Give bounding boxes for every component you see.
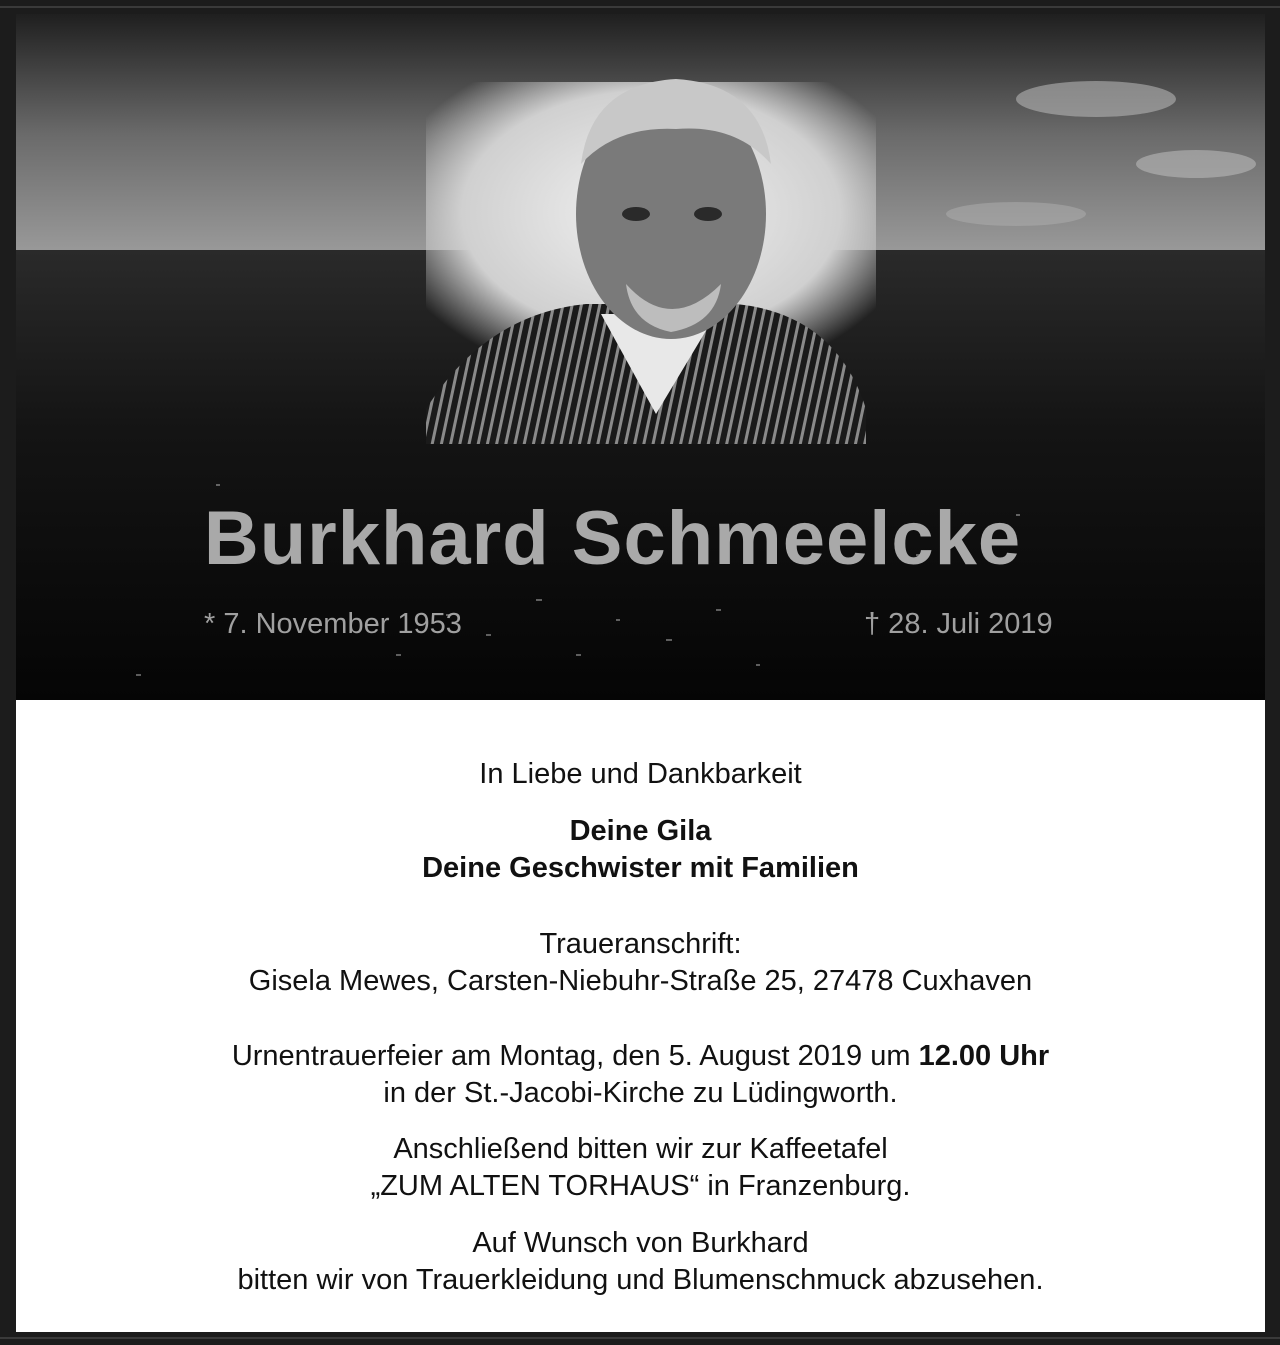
mourner-line: Deine Gila bbox=[569, 815, 712, 847]
frame-line-bottom bbox=[0, 1337, 1280, 1339]
address-label: Traueranschrift: bbox=[539, 928, 742, 960]
mourning-address: Gisela Mewes, Carsten-Niebuhr-Straße 25, 27478 Cuxhaven bbox=[248, 965, 1033, 997]
photo-illustration bbox=[16, 14, 1265, 700]
birth-date: * 7. November 1953 bbox=[204, 608, 462, 640]
ceremony-time: 12.00 Uhr bbox=[918, 1040, 1050, 1072]
ceremony-line bbox=[16, 1038, 1265, 1075]
memorial-photo bbox=[16, 14, 1265, 700]
reception-line: Anschließend bitten wir zur Kaffeetafel bbox=[393, 1133, 888, 1165]
ceremony-place: in der St.-Jacobi-Kirche zu Lüdingworth. bbox=[383, 1077, 898, 1109]
reception-venue: „ZUM ALTEN TORHAUS“ in Franzenburg. bbox=[370, 1170, 911, 1202]
deceased-name: Burkhard Schmeelcke bbox=[203, 496, 1022, 581]
death-date: † 28. Juli 2019 bbox=[864, 608, 1053, 640]
obituary-card bbox=[16, 14, 1265, 1332]
mourner-line: Deine Geschwister mit Familien bbox=[422, 852, 859, 884]
dedication-line: In Liebe und Dankbarkeit bbox=[479, 758, 802, 790]
frame-line-top bbox=[0, 6, 1280, 8]
wish-line: Auf Wunsch von Burkhard bbox=[472, 1227, 809, 1259]
wish-line: bitten wir von Trauerkleidung und Blumenschmuck abzusehen. bbox=[237, 1264, 1044, 1296]
ceremony-date: Urnentrauerfeier am Montag, den 5. August 2019 um bbox=[231, 1040, 919, 1072]
